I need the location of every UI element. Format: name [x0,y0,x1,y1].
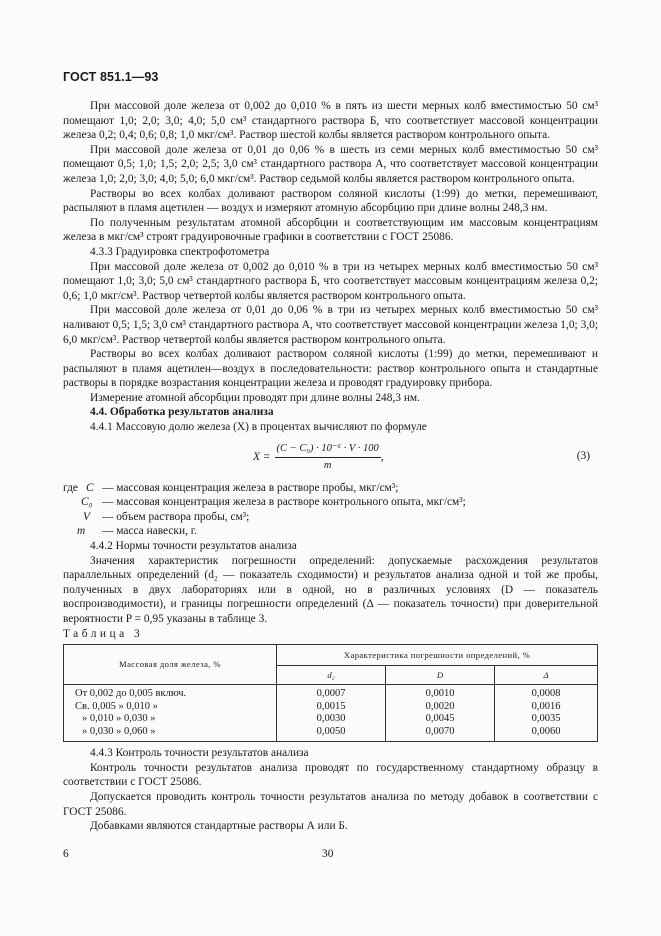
legend-text: — масса навески, г. [102,525,197,538]
formula-lhs: X = [253,451,271,464]
table-cell-delta [495,685,598,742]
table-value: 0,0030 [316,713,346,725]
paragraph-8: Растворы во всех колбах доливают раствором соляной кислоты (1:99) до метки, перемешивают и распыляют в пламя ацетилен—воздух в последовательности: раствор контрольного опыта и стандартные растворы в порядке возрастания концентрации железа и проводят градуировку прибора. [63,348,598,390]
table-range: » 0,030 » 0,060 » [82,725,156,737]
paragraph-6: При массовой доле железа от 0,002 до 0,010 % в три из четырех мерных колб вместимостью 50 см³ помещают 1,0; 3,0; 5,0 см³ стандартного раствора Б, что соответствует массовым концентрациям железа 0,2; 0,6; 1,0 мкг/см³. Раствор четвертой колбы является раствором контрольного опыта. [63,260,598,302]
formula-number: (3) [576,449,590,462]
formula-numerator: (C − C₀) · 10⁻⁶ · V · 100 [275,442,381,459]
formula-tail: , [380,451,384,464]
table-value: 0,0020 [425,700,455,712]
legend-symbol: C [86,481,94,494]
legend-text: — объем раствора пробы, см³; [102,510,250,523]
table-cell-ranges [64,685,277,742]
table-cell-D [386,685,495,742]
document-body [63,99,598,834]
table-subheader-D: D [386,666,495,685]
table-cell-d2 [277,685,386,742]
paragraph-2: При массовой доле железа от 0,01 до 0,06 % в шесть из семи мерных колб вместимостью 50 см³ помещают 0,5; 1,0; 1,5; 2,0; 2,5; 3,0 см³ стандартного раствора А, что соответствует массовой концентрации железа 1,0; 2,0; 3,0; 4,0; 5,0; 6,0 мкг/см³. Раствор седьмой колбы является раствором контрольного опыта. [63,143,598,185]
formula-denominator: m [323,460,332,472]
table-value: 0,0035 [531,713,561,725]
table-value: 0,0010 [425,688,455,700]
table-value: 0,0060 [531,725,561,737]
legend-text: — массовая концентрация железа в растворе контрольного опыта, мкг/см³; [102,496,466,509]
formula-3 [63,439,598,477]
legend-row [63,495,598,510]
table-value: 0,0016 [531,700,561,712]
table-value: 0,0008 [531,688,561,700]
paragraph-11: 4.4.1 Массовую долю железа (X) в процентах вычисляют по формуле [90,421,427,434]
table-subheader-delta: Δ [495,666,598,685]
table-header-group: Характеристика погрешности определений, % [277,645,598,666]
legend-row [63,510,598,525]
table-value: 0,0007 [316,688,346,700]
table-value: 0,0050 [316,725,346,737]
formula-legend [63,481,598,539]
table-range: » 0,010 » 0,030 » [82,713,156,725]
table-value: 0,0045 [425,713,455,725]
document-header: ГОСТ 851.1—93 [63,70,159,84]
table-value: 0,0070 [425,725,455,737]
paragraph-9: Измерение атомной абсорбции проводят при длине волны 248,3 нм. [90,391,420,404]
legend-prefix: где [63,481,78,494]
legend-symbol: C₀ [81,496,93,509]
paragraph-4: По полученным результатам атомной абсорбции и соответствующим им массовым концентрациям железа в мкг/см³ строят градуировочные графики в соответствии с ГОСТ 25086. [63,216,598,244]
section-heading-4-4-2: 4.4.2 Нормы точности результатов анализа [90,540,297,553]
table-header-mass-fraction: Массовая доля железа, % [64,645,277,685]
paragraph-1: При массовой доле железа от 0,002 до 0,010 % в пять из шести мерных колб вместимостью 50 см³ помещают 1,0; 2,0; 3,0; 4,0; 5,0 см³ стандартного раствора Б, что соответствует массовой концентрации железа 0,2; 0,4; 0,6; 0,8; 1,0 мкг/см³. Раствор шестой колбы является раствором контрольного опыта. [63,100,598,142]
legend-text: — массовая концентрация железа в растворе пробы, мкг/см³; [102,481,399,494]
page-number-center: 30 [322,848,334,860]
section-heading-4-4-3: 4.4.3 Контроль точности результатов анализа [90,747,309,760]
paragraph-17: Добавками являются стандартные растворы А или Б. [90,820,348,833]
paragraph-13: Значения характеристик погрешности определений: допускаемые расхождения результатов параллельных определений (d₂ — показатель сходимости) и результатов анализа одной и той же пробы, полученных в двух лабораториях или в одной, но в различных условиях (D — показатель воспроизводимости), и границы погрешности определений (Δ — показатель точности) при доверительной вероятности P = 0,95 указаны в таблице 3. [63,554,598,625]
table-subheader-d2: d₂ [277,666,386,685]
legend-row [63,524,598,539]
formula-fraction [275,442,381,474]
paragraph-3: Растворы во всех колбах доливают раствором соляной кислоты (1:99) до метки, перемешивают, распыляют в пламя ацетилен — воздух и измеряют атомную абсорбцию при длине волны 248,3 нм. [63,187,598,215]
table-value: 0,0015 [316,700,346,712]
table-range: Св. 0,005 » 0,010 » [75,700,158,712]
section-heading-4-3-3: 4.3.3 Градуировка спектрофотометра [90,245,270,258]
table-caption: Таблица 3 [63,627,144,640]
table-3 [63,644,598,742]
paragraph-7: При массовой доле железа от 0,01 до 0,06 % в три из четырех мерных колб вместимостью 50 см³ наливают 0,5; 1,5; 3,0 см³ стандартного раствора А, что соответствует массовой концентрации железа 1,0; 3,0; 6,0 мкг/см³. Раствор четвертой колбы является раствором контрольного опыта. [63,304,598,346]
page-number-left: 6 [63,848,69,860]
paragraph-16: Допускается проводить контроль точности результатов анализа по методу добавок в соответствии с ГОСТ 25086. [63,790,598,818]
legend-row [63,481,598,496]
table-range: От 0,002 до 0,005 включ. [75,688,187,700]
legend-symbol: m [77,525,86,538]
paragraph-15: Контроль точности результатов анализа проводят по государственному стандартному образцу в соответствии с ГОСТ 25086. [63,761,598,789]
section-heading-4-4: 4.4. Обработка результатов анализа [90,406,274,419]
legend-symbol: V [83,510,90,523]
